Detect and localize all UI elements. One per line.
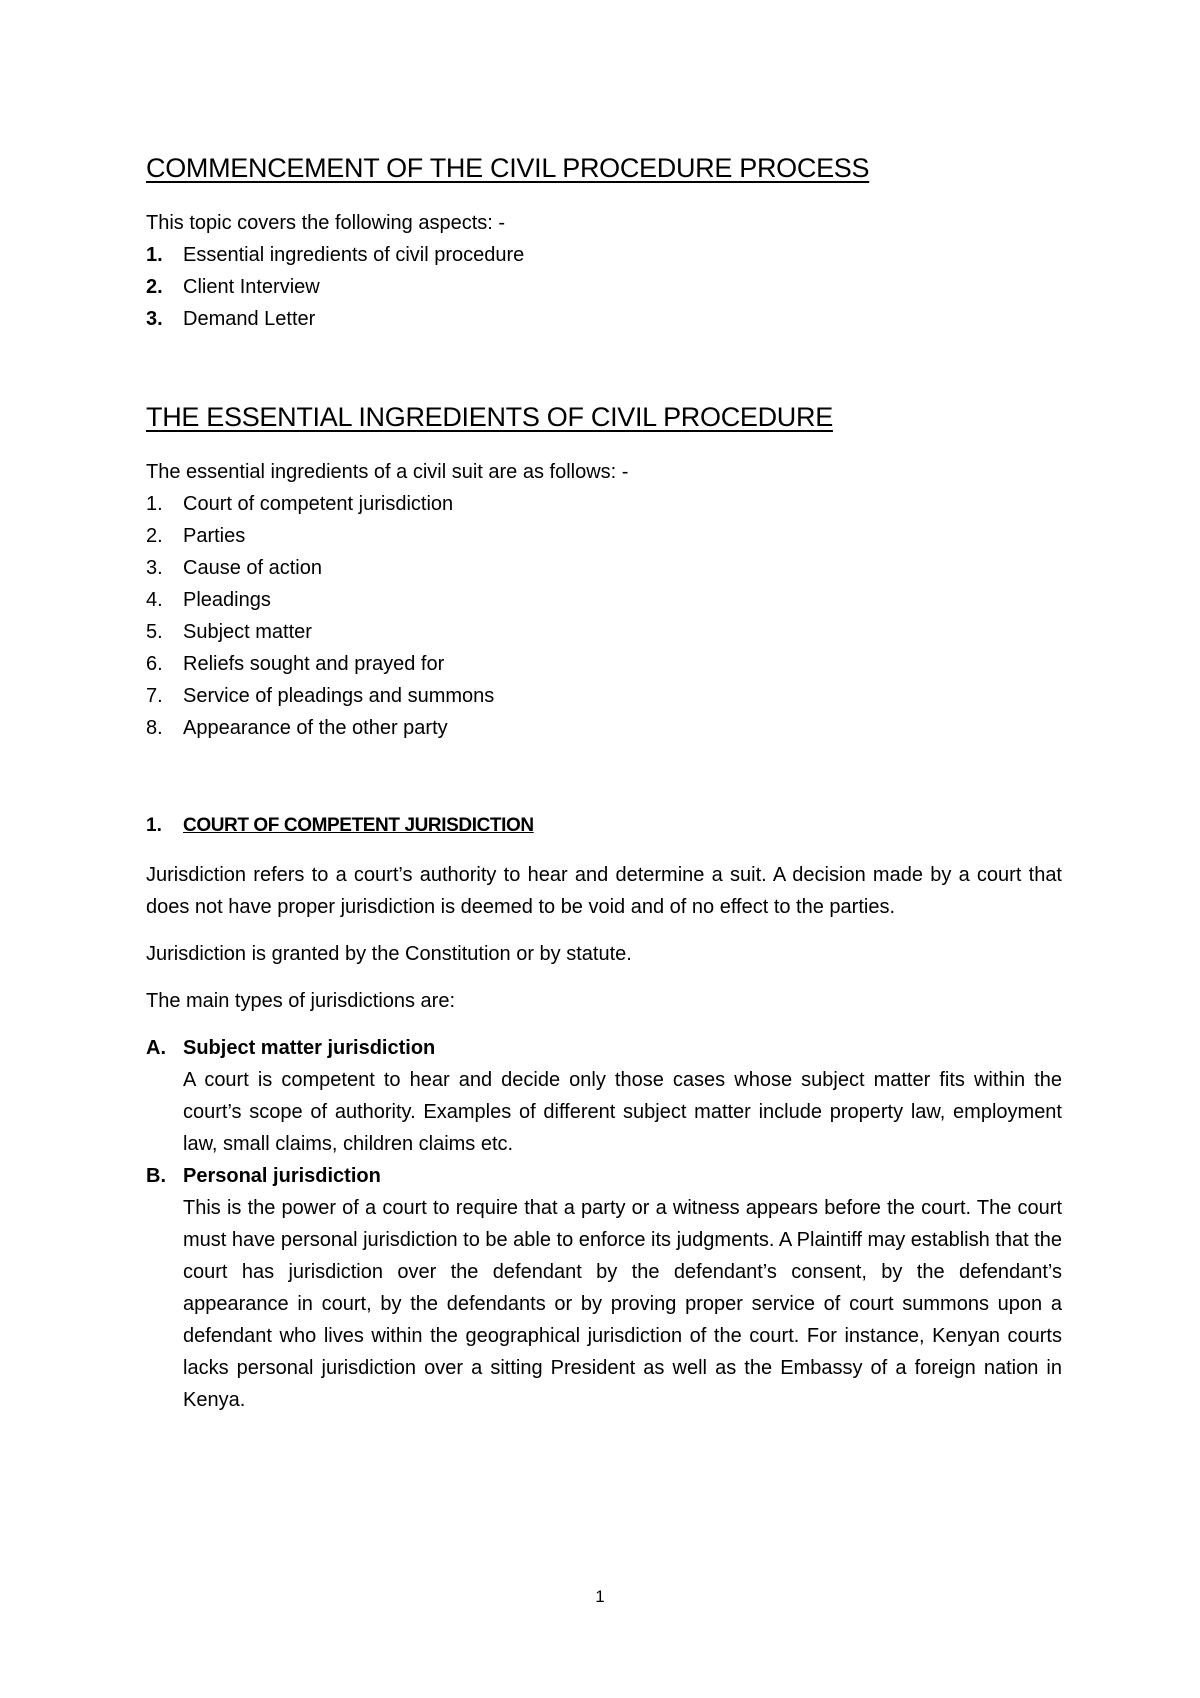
list-item (146, 303, 1062, 335)
list-item (146, 584, 1062, 616)
list-number: 8. (146, 717, 163, 739)
paragraph: Jurisdiction refers to a court’s authority to hear and determine a suit. A decision made by a court that does not have proper jurisdiction is deemed to be void and of no effect to the parties. (146, 864, 1062, 918)
section-title: THE ESSENTIAL INGREDIENTS OF CIVIL PROCEDURE (146, 402, 833, 432)
list-item (146, 712, 1062, 744)
list-item (146, 680, 1062, 712)
list-item (146, 648, 1062, 680)
paragraph: The main types of jurisdictions are: (146, 990, 456, 1012)
list-text: Pleadings (183, 589, 271, 611)
type-title: Subject matter jurisdiction (183, 1037, 436, 1059)
subsection-title: COURT OF COMPETENT JURISDICTION (183, 815, 534, 836)
list-text: Subject matter (183, 621, 312, 643)
page-number: 1 (595, 1587, 605, 1606)
intro-text: This topic covers the following aspects: - (146, 212, 506, 234)
jurisdiction-type (146, 1160, 1062, 1416)
list-item (146, 616, 1062, 648)
list-item (146, 239, 1062, 271)
type-text: A court is competent to hear and decide only those cases whose subject matter fits within the court’s scope of authority. Examples of different subject matter include property law, employment law, small claims, children claims etc. (183, 1069, 1062, 1155)
page-content (146, 146, 1062, 1416)
type-text: This is the power of a court to require that a party or a witness appears before the court. The court must have personal jurisdiction to be able to enforce its judgments. A Plaintiff may establish that the court has jurisdiction over the defendant by the defendant’s consent, by the defendant’s appearance in court, by the defendants or by proving proper service of court summons upon a defendant who lives within the geographical jurisdiction of the court. For instance, Kenyan courts lacks personal jurisdiction over a sitting President as well as the Embassy of a foreign nation in Kenya. (183, 1197, 1063, 1411)
ingredients-list (146, 488, 1062, 744)
list-number: 1. (146, 493, 163, 515)
list-text: Court of competent jurisdiction (183, 493, 454, 515)
type-body (183, 1032, 1062, 1160)
list-number: 2. (146, 276, 163, 298)
list-number: 3. (146, 308, 163, 330)
jurisdiction-type (146, 1032, 1062, 1160)
list-text: Demand Letter (183, 308, 316, 330)
type-body (183, 1160, 1062, 1416)
list-text: Essential ingredients of civil procedure (183, 244, 525, 266)
list-number: 3. (146, 557, 163, 579)
topics-list (146, 239, 1062, 335)
type-title: Personal jurisdiction (183, 1165, 381, 1187)
list-text: Reliefs sought and prayed for (183, 653, 445, 675)
section-intro: The essential ingredients of a civil suit are as follows: - (146, 461, 629, 483)
list-number: 1. (146, 244, 163, 266)
list-number: 2. (146, 525, 163, 547)
type-label: B. (146, 1165, 166, 1187)
subsection-heading (146, 810, 1062, 842)
list-text: Cause of action (183, 557, 322, 579)
list-text: Appearance of the other party (183, 717, 448, 739)
paragraph: Jurisdiction is granted by the Constitution or by statute. (146, 943, 632, 965)
page-title: COMMENCEMENT OF THE CIVIL PROCEDURE PROCESS (146, 153, 870, 183)
type-label: A. (146, 1037, 166, 1059)
list-text: Client Interview (183, 276, 320, 298)
subsection-number: 1. (146, 815, 162, 836)
list-number: 5. (146, 621, 163, 643)
list-item (146, 488, 1062, 520)
list-number: 7. (146, 685, 163, 707)
list-text: Service of pleadings and summons (183, 685, 495, 707)
list-number: 4. (146, 589, 163, 611)
list-number: 6. (146, 653, 163, 675)
list-text: Parties (183, 525, 246, 547)
list-item (146, 520, 1062, 552)
list-item (146, 271, 1062, 303)
list-item (146, 552, 1062, 584)
